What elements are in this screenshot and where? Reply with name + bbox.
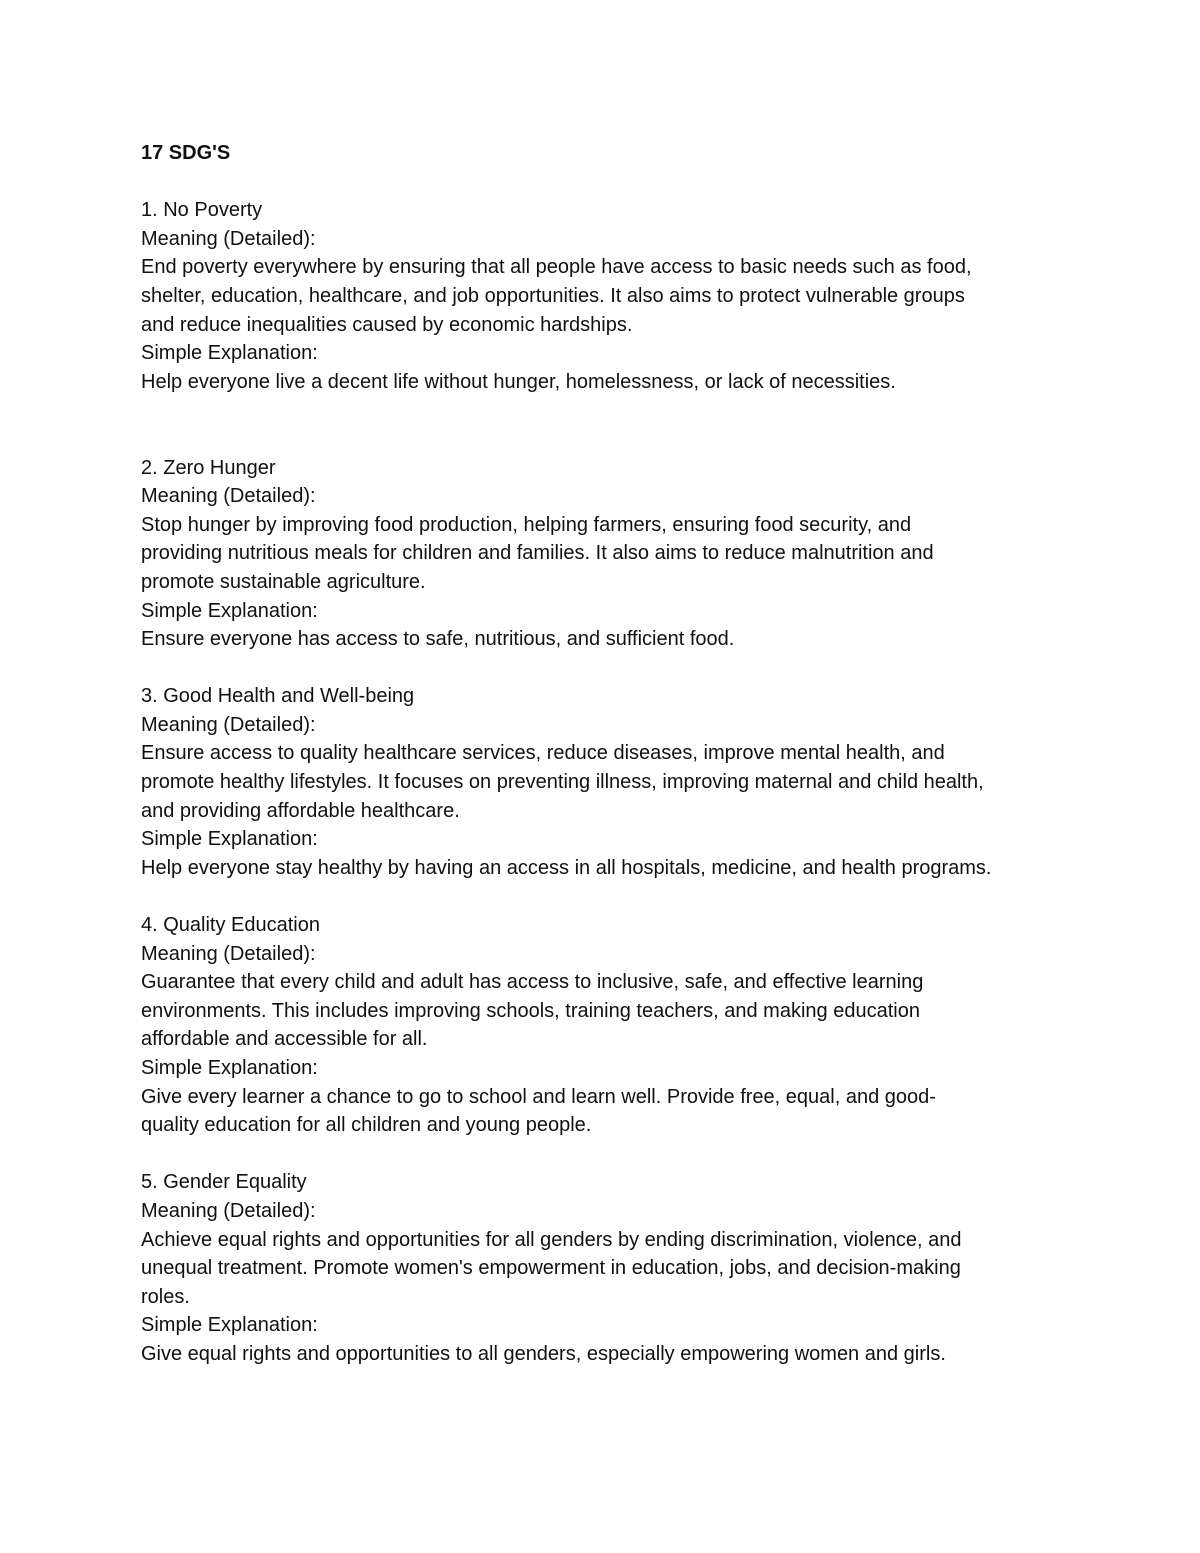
goal-heading: 5. Gender Equality	[141, 1171, 307, 1194]
spacer	[141, 396, 1081, 425]
meaning-line: Ensure access to quality healthcare services, reduce diseases, improve mental health, and	[141, 742, 945, 765]
meaning-line: End poverty everywhere by ensuring that all people have access to basic needs such as food,	[141, 256, 972, 279]
meaning-line: Stop hunger by improving food production, helping farmers, ensuring food security, and	[141, 513, 912, 536]
goal-heading: 3. Good Health and Well-being	[141, 685, 415, 708]
meaning-line: Achieve equal rights and opportunities for all genders by ending discrimination, violence, and	[141, 1228, 962, 1251]
spacer	[141, 168, 1081, 197]
meaning-line: unequal treatment. Promote women's empowerment in education, jobs, and decision-making	[141, 1257, 961, 1280]
goal-section-3	[141, 682, 1081, 882]
goal-section-4	[141, 911, 1081, 1140]
simple-label: Simple Explanation:	[141, 1057, 318, 1079]
document-title: 17 SDG'S	[141, 142, 231, 164]
simple-line: Ensure everyone has access to safe, nutritious, and sufficient food.	[141, 628, 735, 651]
meaning-line: and reduce inequalities caused by economic hardships.	[141, 313, 633, 336]
simple-line: Help everyone live a decent life without hunger, homelessness, or lack of necessities.	[141, 370, 896, 393]
simple-line: Give equal rights and opportunities to all genders, especially empowering women and girls.	[141, 1342, 946, 1365]
meaning-line: Guarantee that every child and adult has access to inclusive, safe, and effective learning	[141, 971, 924, 994]
simple-line: Help everyone stay healthy by having an access in all hospitals, medicine, and health programs.	[141, 856, 992, 879]
meaning-line: and providing affordable healthcare.	[141, 799, 460, 822]
simple-label: Simple Explanation:	[141, 828, 318, 851]
simple-line: Give every learner a chance to go to school and learn well. Provide free, equal, and good-	[141, 1085, 936, 1108]
meaning-label: Meaning (Detailed):	[141, 942, 316, 965]
simple-label: Simple Explanation:	[141, 599, 318, 622]
meaning-label: Meaning (Detailed):	[141, 485, 316, 508]
meaning-label: Meaning (Detailed):	[141, 1199, 316, 1222]
meaning-line: environments. This includes improving schools, training teachers, and making education	[141, 999, 920, 1022]
goal-section-1	[141, 196, 1081, 396]
simple-line: quality education for all children and young people.	[141, 1114, 592, 1137]
goal-section-2	[141, 454, 1081, 654]
goal-heading: 1. No Poverty	[141, 199, 263, 222]
goal-heading: 4. Quality Education	[141, 914, 320, 937]
meaning-line: roles.	[141, 1285, 190, 1308]
spacer	[141, 882, 1081, 911]
simple-label: Simple Explanation:	[141, 342, 318, 365]
document-page	[141, 139, 1081, 1369]
goal-section-5	[141, 1168, 1081, 1368]
spacer	[141, 425, 1081, 454]
spacer	[141, 654, 1081, 683]
meaning-label: Meaning (Detailed):	[141, 713, 316, 736]
meaning-line: affordable and accessible for all.	[141, 1028, 428, 1051]
meaning-line: promote sustainable agriculture.	[141, 570, 426, 593]
meaning-line: promote healthy lifestyles. It focuses on preventing illness, improving maternal and child health,	[141, 771, 984, 794]
meaning-line: providing nutritious meals for children and families. It also aims to reduce malnutrition and	[141, 542, 934, 565]
meaning-label: Meaning (Detailed):	[141, 227, 316, 250]
goal-heading: 2. Zero Hunger	[141, 456, 276, 479]
meaning-line: shelter, education, healthcare, and job opportunities. It also aims to protect vulnerable groups	[141, 284, 965, 307]
simple-label: Simple Explanation:	[141, 1314, 318, 1337]
spacer	[141, 1140, 1081, 1169]
